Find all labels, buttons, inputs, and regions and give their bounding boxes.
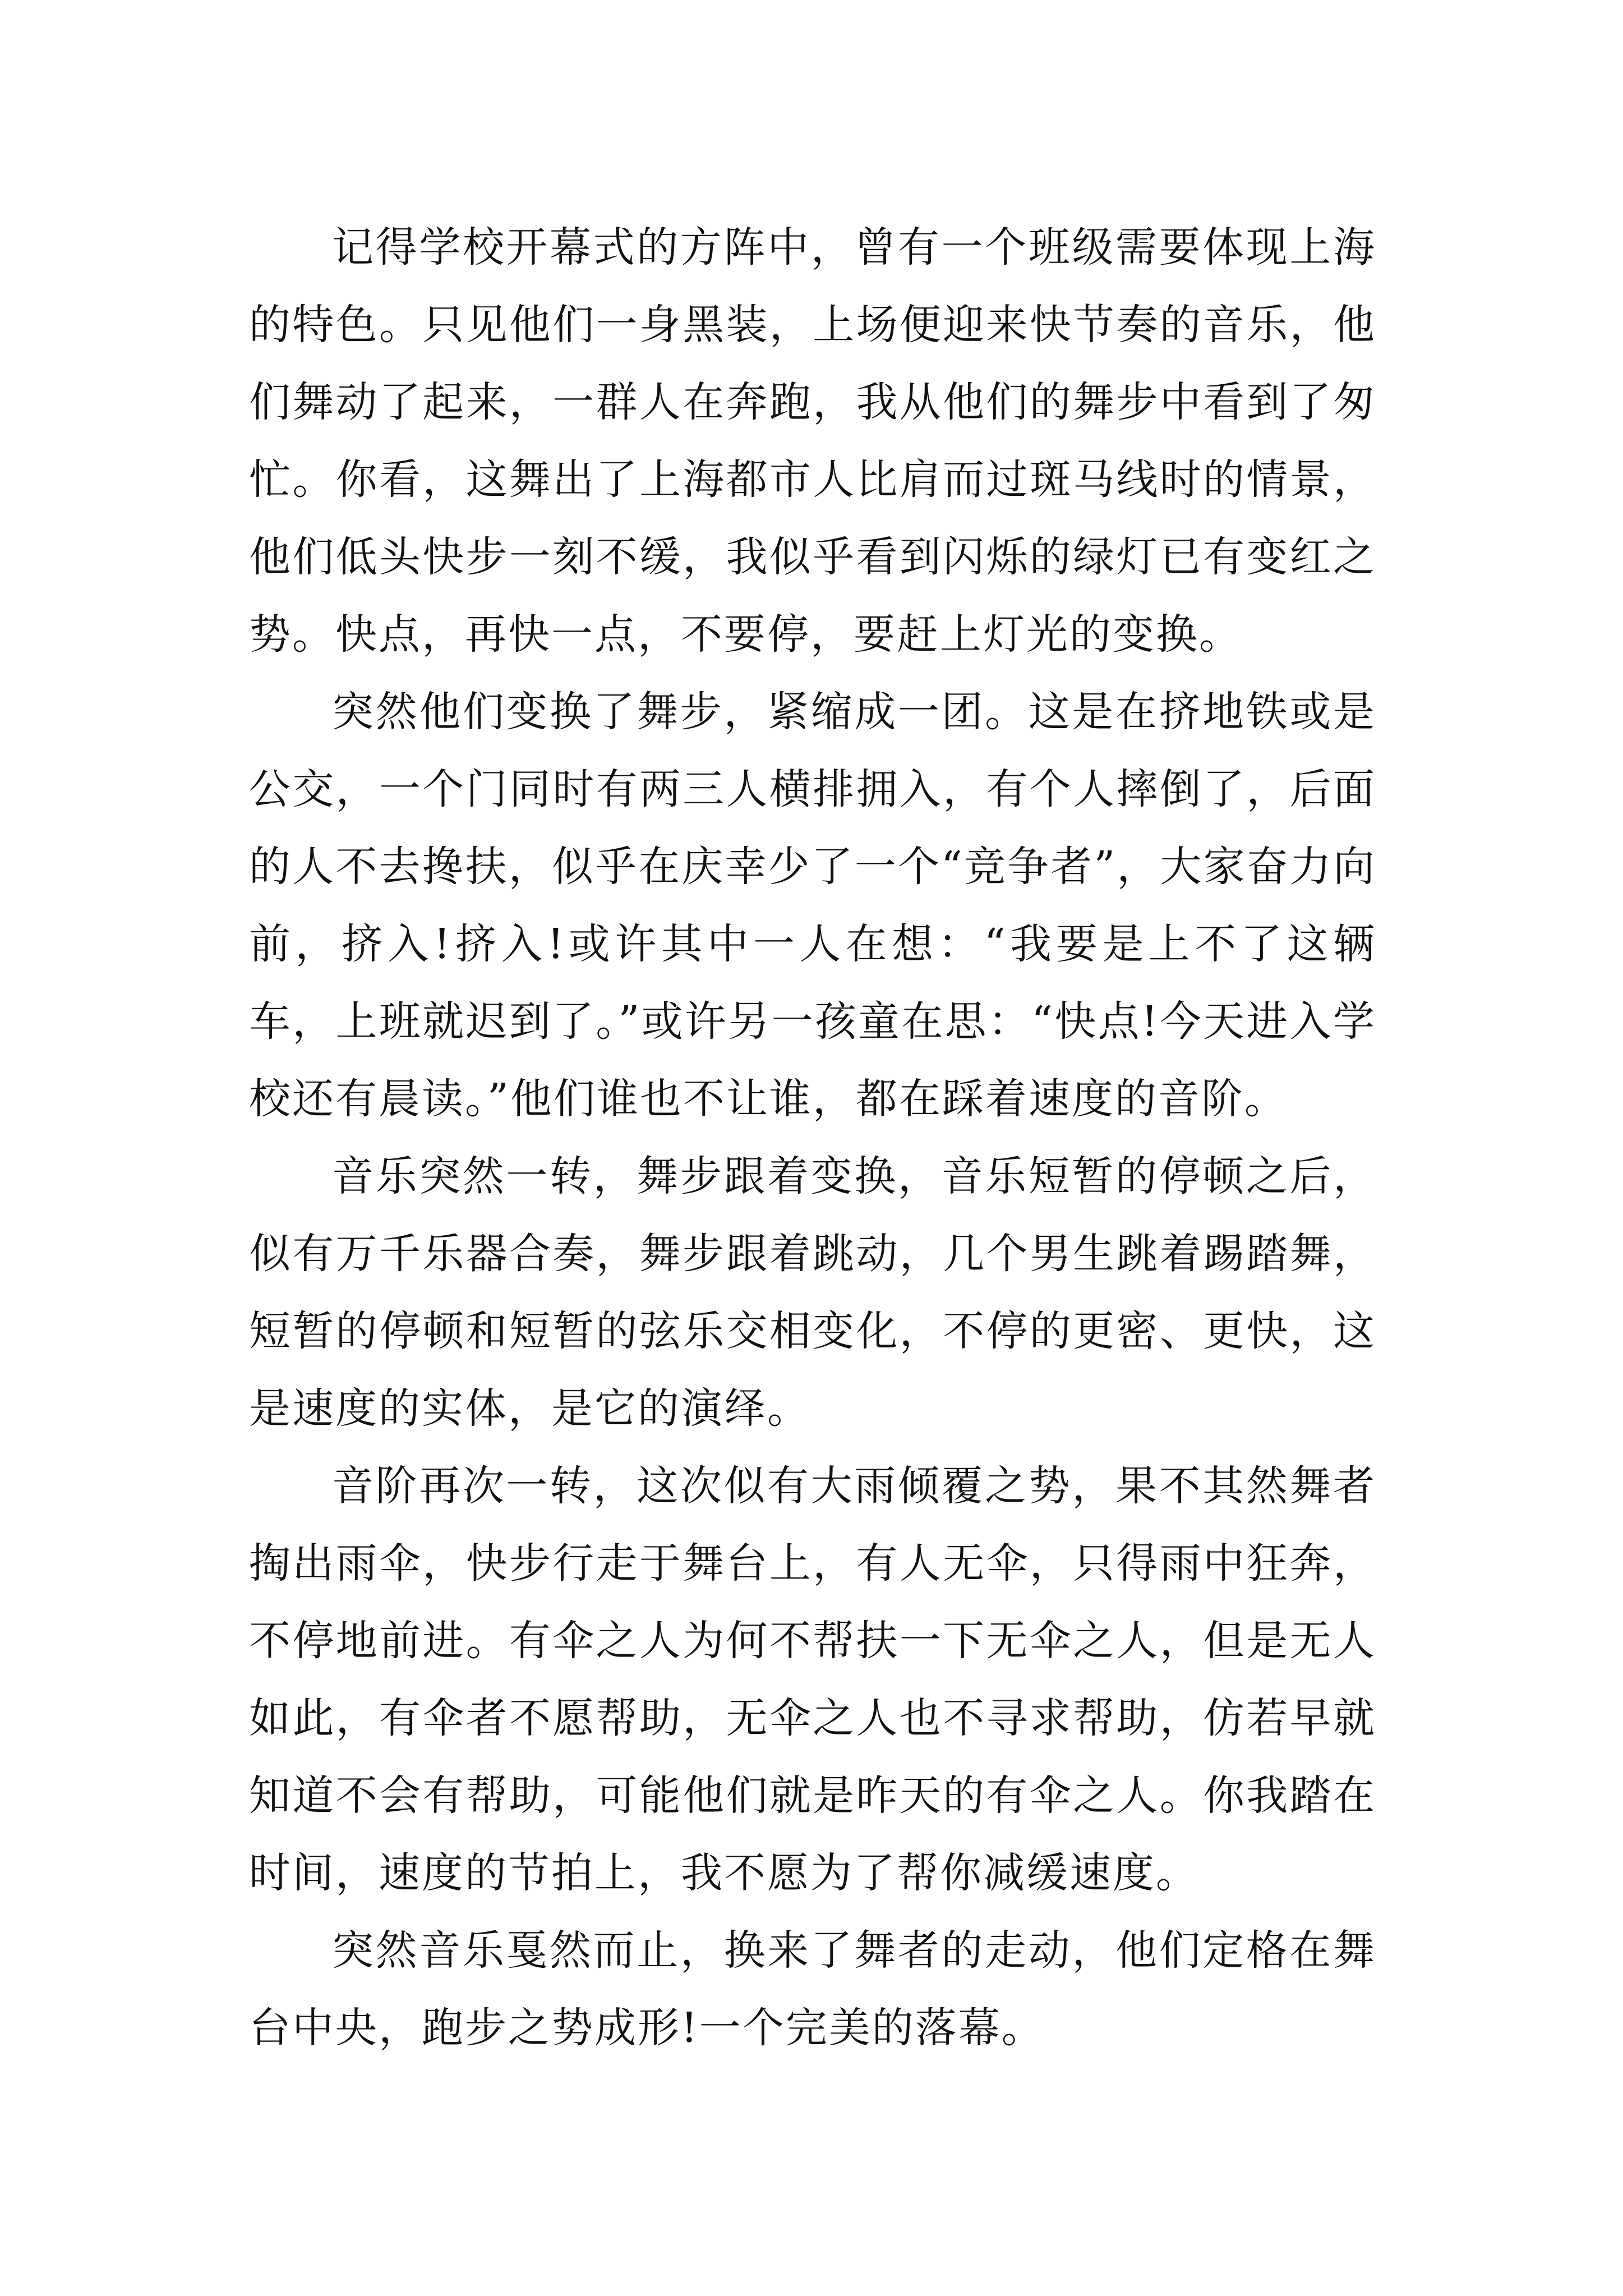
paragraph-1: 记得学校开幕式的方阵中，曾有一个班级需要体现上海的特色。只见他们一身黑装，上场便迎来快节奏的音乐，他们舞动了起来，一群人在奔跑，我从他们的舞步中看到了匆忙。你看，这舞出了上海都市人比肩而过斑马线时的情景，他们低头快步一刻不缓，我似乎看到闪烁的绿灯已有变红之势。快点，再快一点，不要停，要赶上灯光的变换。 [249,223,1376,659]
essay-body [249,209,1376,2067]
paragraph-4: 音阶再次一转，这次似有大雨倾覆之势，果不其然舞者掏出雨伞，快步行走于舞台上，有人无伞，只得雨中狂奔，不停地前进。有伞之人为何不帮扶一下无伞之人，但是无人如此，有伞者不愿帮助，无伞之人也不寻求帮助，仿若早就知道不会有帮助，可能他们就是昨天的有伞之人。你我踏在时间，速度的节拍上，我不愿为了帮你减缓速度。 [249,1462,1376,1897]
paragraph-3: 音乐突然一转，舞步跟着变换，音乐短暂的停顿之后，似有万千乐器合奏，舞步跟着跳动，几个男生跳着踢踏舞，短暂的停顿和短暂的弦乐交相变化，不停的更密、更快，这是速度的实体，是它的演绎。 [249,1152,1376,1433]
paragraph-5: 突然音乐戛然而止，换来了舞者的走动，他们定格在舞台中央，跑步之势成形!一个完美的落幕。 [249,1926,1376,2052]
paragraph-2: 突然他们变换了舞步，紧缩成一团。这是在挤地铁或是公交，一个门同时有两三人横排拥入，有个人摔倒了，后面的人不去搀扶，似乎在庆幸少了一个“竞争者”，大家奋力向前，挤入!挤入!或许其中一人在想：“我要是上不了这辆车，上班就迟到了。”或许另一孩童在思：“快点!今天进入学校还有晨读。”他们谁也不让谁，都在踩着速度的音阶。 [249,688,1376,1123]
